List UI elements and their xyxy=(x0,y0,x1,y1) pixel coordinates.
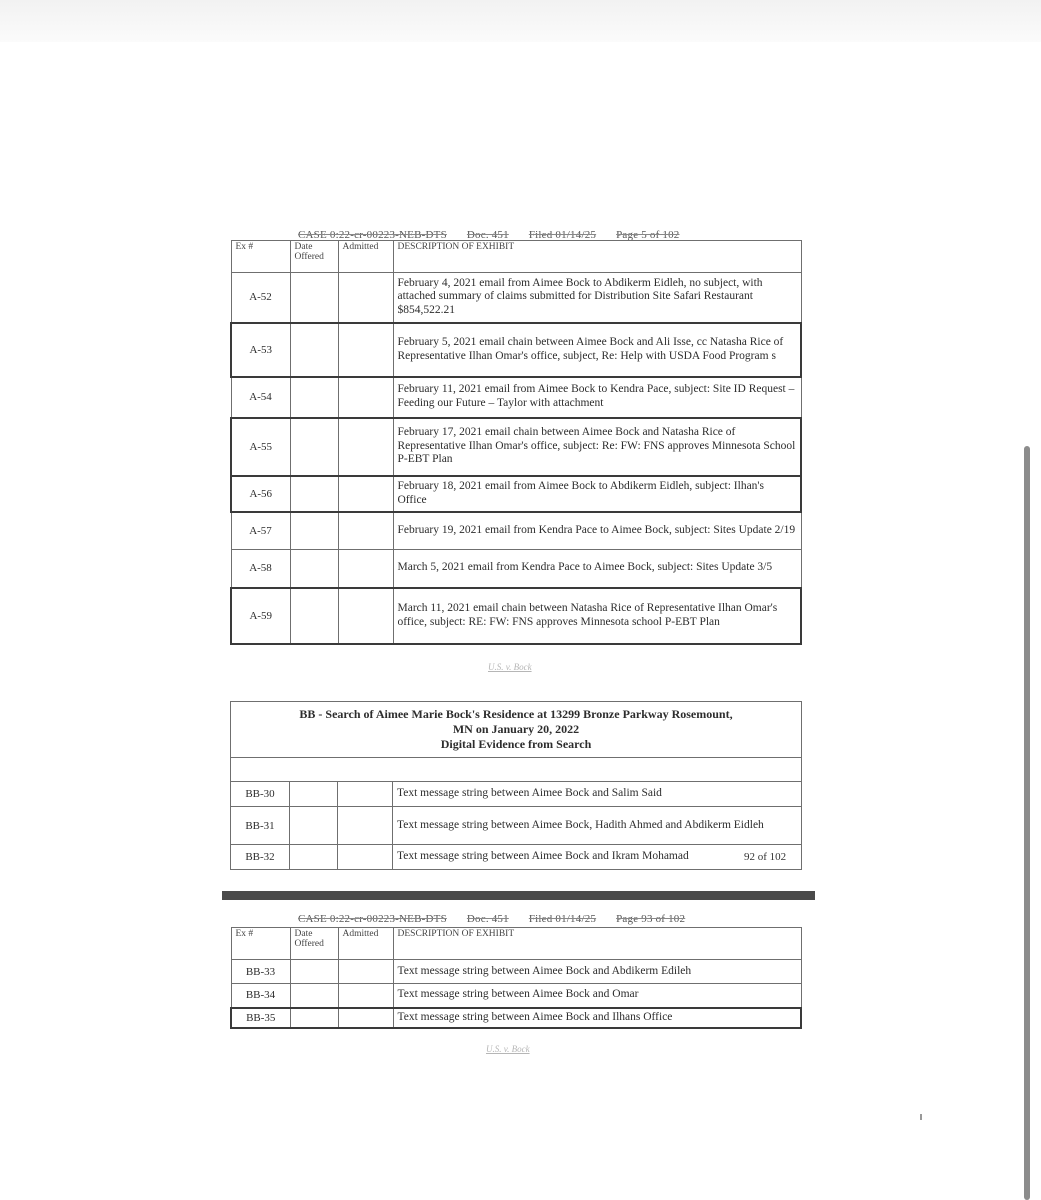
exhibit-description: February 18, 2021 email from Aimee Bock to Abdikerm Eidleh, subject: Ilhan's Office xyxy=(393,476,801,512)
exhibit-number: A-58 xyxy=(231,550,290,588)
admitted-cell xyxy=(338,476,393,512)
page-number: Page 93 of 102 xyxy=(616,913,686,925)
table-row xyxy=(231,323,801,377)
footer-case-mark: U.S. v. Bock xyxy=(486,1044,530,1054)
date-cell xyxy=(290,588,338,644)
exhibit-number: A-59 xyxy=(231,588,290,644)
table-row xyxy=(231,476,801,512)
exhibit-description: March 5, 2021 email from Kendra Pace to Aimee Bock, subject: Sites Update 3/5 xyxy=(393,550,801,588)
exhibit-number: A-57 xyxy=(231,512,290,550)
admitted-cell xyxy=(338,845,393,870)
page-break-divider xyxy=(222,891,815,900)
col-admitted: Admitted xyxy=(338,928,393,960)
date-cell xyxy=(290,960,338,984)
exhibit-description: February 5, 2021 email chain between Aimee Bock and Ali Isse, cc Natasha Rice of Representative Ilhan Omar's office, subject, Re: Help with USDA Food Program s xyxy=(393,323,801,377)
table-row xyxy=(231,845,802,870)
admitted-cell xyxy=(338,512,393,550)
date-cell xyxy=(290,807,338,845)
doc-number: Doc. 451 xyxy=(466,229,509,241)
date-cell xyxy=(290,377,338,418)
exhibit-number: A-52 xyxy=(231,273,290,323)
admitted-cell xyxy=(338,550,393,588)
admitted-cell xyxy=(338,418,393,476)
filed-date: Filed 01/14/25 xyxy=(528,913,597,925)
date-cell xyxy=(290,512,338,550)
admitted-cell xyxy=(338,960,393,984)
exhibit-description: February 4, 2021 email from Aimee Bock to Abdikerm Eidleh, no subject, with attached summary of claims submitted for Distribution Site Safari Restaurant $854,522.21 xyxy=(393,273,801,323)
date-cell xyxy=(290,273,338,323)
table-row xyxy=(231,782,802,807)
exhibit-number: A-55 xyxy=(231,418,290,476)
date-cell xyxy=(290,984,338,1008)
exhibit-number: BB-30 xyxy=(231,782,290,807)
section-title xyxy=(231,702,802,758)
exhibit-number: BB-32 xyxy=(231,845,290,870)
table-row xyxy=(231,377,801,418)
case-number: CASE 0:22-cr-00223-NEB-DTS xyxy=(298,229,447,241)
table-row xyxy=(231,1008,801,1028)
table-row xyxy=(231,588,801,644)
admitted-cell xyxy=(338,588,393,644)
date-cell xyxy=(290,1008,338,1028)
table-row xyxy=(231,273,801,323)
admitted-cell xyxy=(338,1008,393,1028)
page-count: 92 of 102 xyxy=(744,851,787,863)
case-number: CASE 0:22-cr-00223-NEB-DTS xyxy=(298,913,447,925)
col-date-offered: Date Offered xyxy=(290,241,338,273)
exhibit-number: BB-35 xyxy=(231,1008,290,1028)
exhibit-description: March 11, 2021 email chain between Natasha Rice of Representative Ilhan Omar's office, subject: RE: FW: FNS approves Minnesota school P-EBT Plan xyxy=(393,588,801,644)
exhibit-description: February 11, 2021 email from Aimee Bock to Kendra Pace, subject: Site ID Request – Feeding our Future – Taylor with attachment xyxy=(393,377,801,418)
table-header-row xyxy=(231,241,801,273)
col-description: DESCRIPTION OF EXHIBIT xyxy=(393,241,801,273)
date-cell xyxy=(290,418,338,476)
exhibit-number: A-54 xyxy=(231,377,290,418)
filed-date: Filed 01/14/25 xyxy=(528,229,597,241)
admitted-cell xyxy=(338,273,393,323)
admitted-cell xyxy=(338,807,393,845)
scrollbar-thumb[interactable] xyxy=(1024,446,1030,1200)
table-row xyxy=(231,984,801,1008)
table-row xyxy=(231,550,801,588)
admitted-cell xyxy=(338,984,393,1008)
exhibit-number: BB-34 xyxy=(231,984,290,1008)
table-row xyxy=(231,418,801,476)
table-header-row xyxy=(231,928,801,960)
section-header-row xyxy=(231,702,802,758)
exhibit-description: Text message string between Aimee Bock and Omar xyxy=(393,984,801,1008)
exhibit-description: February 19, 2021 email from Kendra Pace to Aimee Bock, subject: Sites Update 2/19 xyxy=(393,512,801,550)
admitted-cell xyxy=(338,782,393,807)
exhibit-description: Text message string between Aimee Bock and Ikram Mohamad xyxy=(393,845,802,870)
exhibit-description: February 17, 2021 email chain between Aimee Bock and Natasha Rice of Representative Ilhan Omar's office, subject: Re: FW: FNS approves Minnesota School P-EBT Plan xyxy=(393,418,801,476)
footer-case-mark: U.S. v. Bock xyxy=(488,662,532,672)
exhibit-number: BB-31 xyxy=(231,807,290,845)
date-cell xyxy=(290,550,338,588)
spacer-row xyxy=(231,758,802,782)
admitted-cell xyxy=(338,377,393,418)
exhibit-description: Text message string between Aimee Bock and Ilhans Office xyxy=(393,1008,801,1028)
table-row xyxy=(231,960,801,984)
exhibit-number: A-56 xyxy=(231,476,290,512)
exhibit-description: Text message string between Aimee Bock and Salim Said xyxy=(393,782,802,807)
section-title-line: MN on January 20, 2022 xyxy=(452,722,580,736)
col-ex-number: Ex # xyxy=(231,928,290,960)
table-row xyxy=(231,512,801,550)
page-number: Page 5 of 102 xyxy=(616,229,680,241)
doc-number: Doc. 451 xyxy=(466,913,509,925)
exhibit-description: Text message string between Aimee Bock, Hadith Ahmed and Abdikerm Eidleh xyxy=(393,807,802,845)
section-bb-table xyxy=(230,701,802,870)
scan-speck xyxy=(920,1114,922,1120)
page-header xyxy=(298,913,705,925)
exhibit-table xyxy=(230,927,802,1029)
col-admitted: Admitted xyxy=(338,241,393,273)
exhibit-number: BB-33 xyxy=(231,960,290,984)
col-ex-number: Ex # xyxy=(231,241,290,273)
date-cell xyxy=(290,323,338,377)
col-description: DESCRIPTION OF EXHIBIT xyxy=(393,928,801,960)
section-subtitle: Digital Evidence from Search xyxy=(440,737,592,751)
table-row xyxy=(231,807,802,845)
exhibit-table xyxy=(230,240,802,645)
date-cell xyxy=(290,782,338,807)
date-cell xyxy=(290,845,338,870)
top-bar xyxy=(0,0,1041,42)
admitted-cell xyxy=(338,323,393,377)
date-cell xyxy=(290,476,338,512)
section-title-line: BB - Search of Aimee Marie Bock's Residence at 13299 Bronze Parkway Rosemount, xyxy=(299,707,733,721)
col-date-offered: Date Offered xyxy=(290,928,338,960)
exhibit-description: Text message string between Aimee Bock and Abdikerm Edileh xyxy=(393,960,801,984)
exhibit-number: A-53 xyxy=(231,323,290,377)
